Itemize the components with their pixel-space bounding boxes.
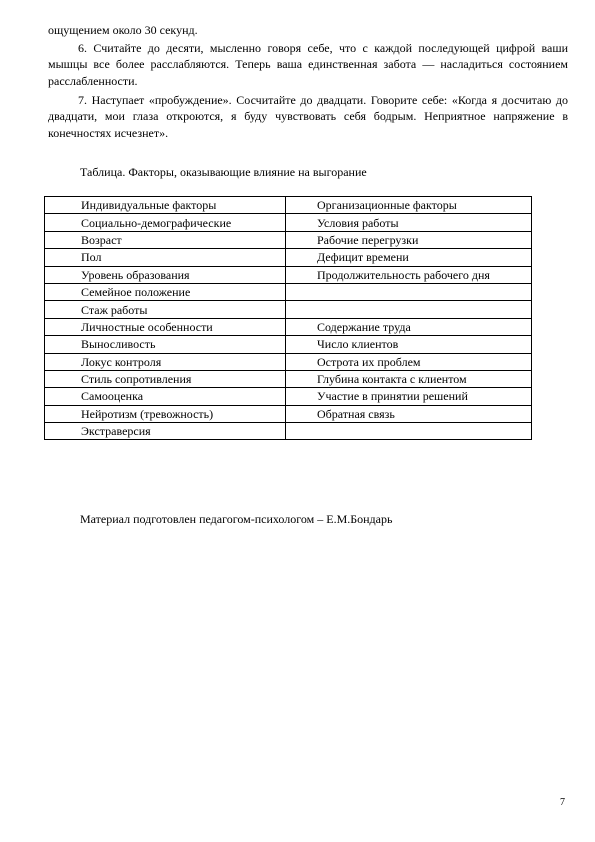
table-row bbox=[45, 423, 532, 440]
table-cell-organizational: Дефицит времени bbox=[286, 249, 532, 266]
table-cell-individual: Уровень образования bbox=[45, 266, 286, 283]
author-note: Материал подготовлен педагогом-психологом – Е.М.Бондарь bbox=[80, 512, 393, 526]
table-cell-individual: Выносливость bbox=[45, 336, 286, 353]
table-row bbox=[45, 370, 532, 387]
table-cell-individual: Стиль сопротивления bbox=[45, 370, 286, 387]
table-cell-individual: Возраст bbox=[45, 231, 286, 248]
table-cell-organizational: Условия работы bbox=[286, 214, 532, 231]
table-row bbox=[45, 249, 532, 266]
table-cell-organizational: Глубина контакта с клиентом bbox=[286, 370, 532, 387]
table-cell-individual: Социально-демографические bbox=[45, 214, 286, 231]
table-cell-individual: Семейное положение bbox=[45, 283, 286, 300]
table-cell-organizational: Продолжительность рабочего дня bbox=[286, 266, 532, 283]
table-row bbox=[45, 301, 532, 318]
table-cell-organizational: Участие в принятии решений bbox=[286, 388, 532, 405]
table-cell-organizational: Организационные факторы bbox=[286, 197, 532, 214]
table-cell-individual: Нейротизм (тревожность) bbox=[45, 405, 286, 422]
table-cell-individual: Личностные особенности bbox=[45, 318, 286, 335]
table-cell-individual: Экстраверсия bbox=[45, 423, 286, 440]
table-cell-individual: Индивидуальные факторы bbox=[45, 197, 286, 214]
table-row bbox=[45, 388, 532, 405]
factors-table-body bbox=[45, 197, 532, 440]
table-cell-organizational: Обратная связь bbox=[286, 405, 532, 422]
table-row bbox=[45, 336, 532, 353]
table-cell-organizational: Содержание труда bbox=[286, 318, 532, 335]
table-cell-organizational: Острота их проблем bbox=[286, 353, 532, 370]
factors-table bbox=[44, 196, 532, 440]
table-cell-organizational bbox=[286, 283, 532, 300]
paragraph-step-6: 6. Считайте до десяти, мысленно говоря себе, что с каждой последующей цифрой ваши мышцы все более расслабляются. Теперь ваша единственная забота — насладиться состоянием расслабленности. bbox=[48, 41, 568, 88]
table-cell-individual: Самооценка bbox=[45, 388, 286, 405]
table-cell-individual: Стаж работы bbox=[45, 301, 286, 318]
table-row bbox=[45, 266, 532, 283]
table-cell-organizational: Рабочие перегрузки bbox=[286, 231, 532, 248]
table-cell-organizational bbox=[286, 301, 532, 318]
paragraph-step-7: 7. Наступает «пробуждение». Сосчитайте до двадцати. Говорите себе: «Когда я досчитаю до двадцати, мои глаза откроются, я буду чувствовать себя бодрым. Неприятное напряжение в конечностях исчезнет». bbox=[48, 93, 568, 140]
paragraph-continuation: ощущением около 30 секунд. bbox=[48, 23, 198, 37]
table-row bbox=[45, 318, 532, 335]
table-caption: Таблица. Факторы, оказывающие влияние на выгорание bbox=[80, 165, 367, 179]
page-number: 7 bbox=[560, 797, 565, 808]
table-cell-individual: Пол bbox=[45, 249, 286, 266]
table-row bbox=[45, 197, 532, 214]
table-row bbox=[45, 283, 532, 300]
table-cell-organizational: Число клиентов bbox=[286, 336, 532, 353]
table-row bbox=[45, 231, 532, 248]
table-row bbox=[45, 214, 532, 231]
table-row bbox=[45, 353, 532, 370]
table-row bbox=[45, 405, 532, 422]
table-cell-organizational bbox=[286, 423, 532, 440]
table-cell-individual: Локус контроля bbox=[45, 353, 286, 370]
